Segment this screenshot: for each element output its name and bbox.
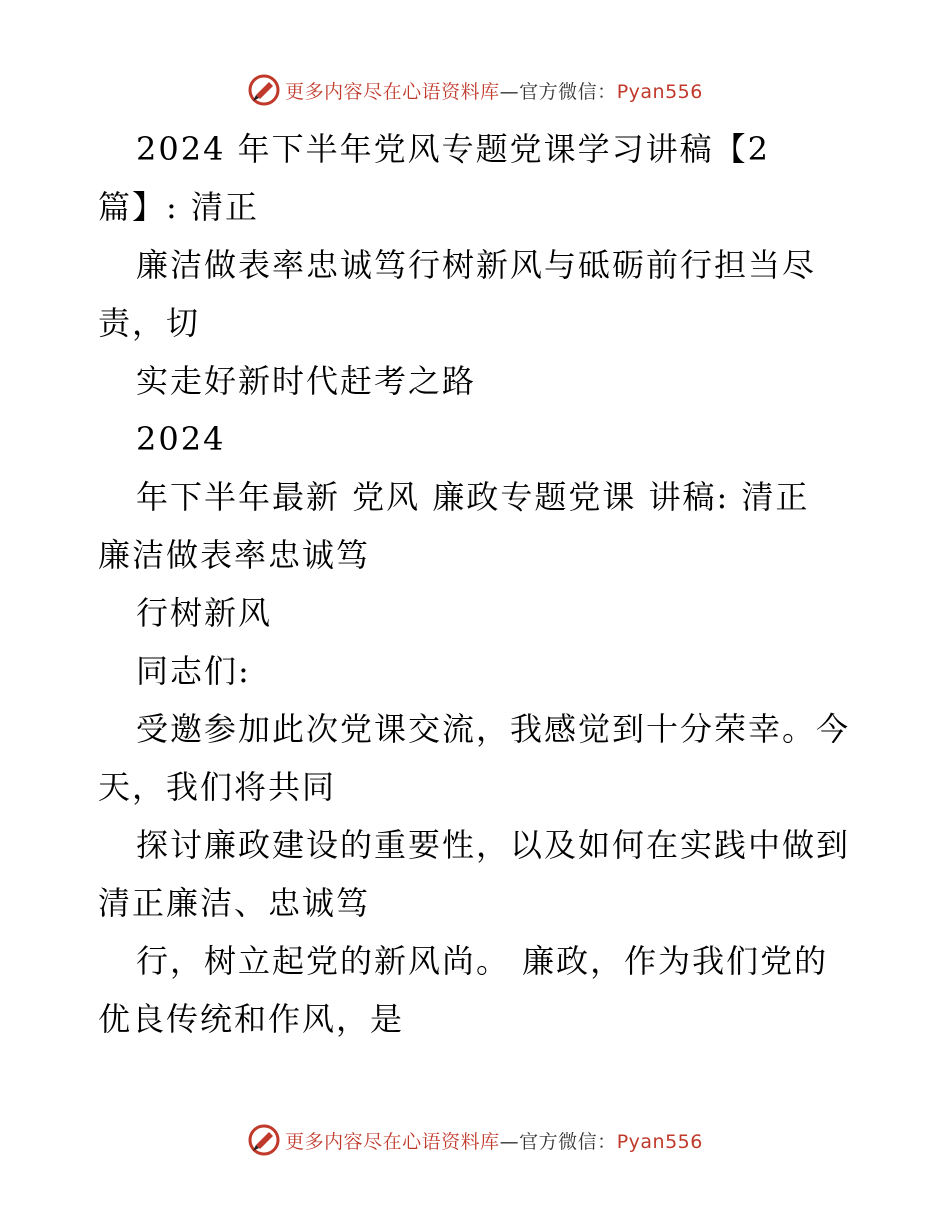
logo-icon	[247, 1123, 281, 1157]
text-line: 天，我们将共同	[98, 768, 337, 806]
text-line: 行，树立起党的新风尚。 廉政，作为我们党的	[136, 942, 829, 980]
text-line: 篇】: 清正	[98, 188, 259, 226]
watermark-text: 更多内容尽在心语资料库—官方微信：Pyan556	[285, 80, 703, 103]
text-line: 2024	[136, 420, 226, 458]
text-line: 同志们:	[136, 652, 251, 690]
watermark-text: 更多内容尽在心语资料库—官方微信：Pyan556	[285, 1130, 703, 1153]
text-line: 受邀参加此次党课交流，我感觉到十分荣幸。今	[136, 710, 851, 748]
document-body	[98, 120, 858, 1048]
text-line: 廉洁做表率忠诚笃	[98, 536, 371, 574]
text-line: 实走好新时代赶考之路	[136, 362, 477, 400]
text-line: 探讨廉政建设的重要性，以及如何在实践中做到	[136, 826, 851, 864]
text-line: 优良传统和作风，是	[98, 1000, 405, 1038]
text-line: 清正廉洁、忠诚笃	[98, 884, 371, 922]
text-line: 行树新风	[136, 594, 273, 632]
text-line: 2024 年下半年党风专题党课学习讲稿【2	[136, 130, 770, 168]
text-line: 年下半年最新 党风 廉政专题党课 讲稿: 清正	[136, 478, 810, 516]
text-line: 责，切	[98, 304, 201, 342]
logo-icon	[247, 73, 281, 107]
text-line: 廉洁做表率忠诚笃行树新风与砥砺前行担当尽	[136, 246, 817, 284]
footer-watermark-banner	[0, 1120, 950, 1160]
header-watermark-banner	[0, 70, 950, 110]
